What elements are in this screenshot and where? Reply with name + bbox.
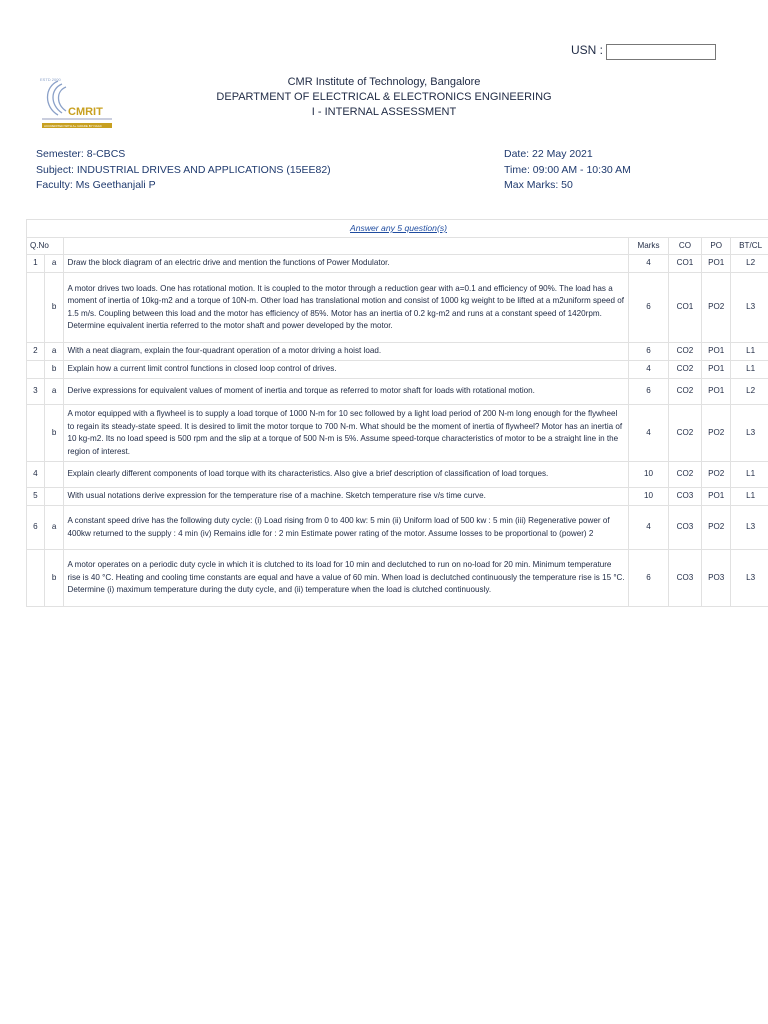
- question-co: CO1: [668, 273, 701, 343]
- assessment-title: I - INTERNAL ASSESSMENT: [311, 106, 457, 118]
- question-co: CO2: [668, 343, 701, 361]
- question-part: a: [44, 506, 64, 550]
- question-number: 5: [27, 488, 45, 506]
- question-marks: 4: [629, 361, 669, 379]
- question-po: PO1: [702, 488, 731, 506]
- time-text: Time: 09:00 AM - 10:30 AM: [504, 164, 631, 176]
- question-number: 4: [27, 462, 45, 488]
- question-part: a: [44, 255, 64, 273]
- instruction-text: Answer any 5 question(s): [27, 220, 768, 238]
- question-marks: 6: [629, 343, 669, 361]
- qno-header: Q.No: [27, 237, 64, 255]
- question-po: PO3: [702, 550, 731, 607]
- question-row: [27, 273, 768, 343]
- question-row: [27, 462, 768, 488]
- question-number: 2: [27, 343, 45, 361]
- question-row: [27, 361, 768, 379]
- date-text: Date: 22 May 2021: [504, 148, 593, 160]
- question-po: PO2: [702, 273, 731, 343]
- question-row: [27, 405, 768, 462]
- subject-text: Subject: INDUSTRIAL DRIVES AND APPLICATIONS (15EE82): [36, 164, 331, 176]
- question-number: 3: [27, 379, 45, 405]
- btcl-header: BT/CL: [731, 237, 768, 255]
- question-btcl: L2: [731, 255, 768, 273]
- co-header: CO: [668, 237, 701, 255]
- usn-input[interactable]: [606, 44, 716, 60]
- question-btcl: L1: [731, 343, 768, 361]
- usn-label: USN :: [571, 43, 604, 57]
- instruction-row: [27, 220, 768, 238]
- question-part: b: [44, 550, 64, 607]
- question-row: [27, 506, 768, 550]
- question-part: b: [44, 273, 64, 343]
- question-marks: 4: [629, 506, 669, 550]
- question-number: [27, 361, 45, 379]
- institute-name: CMR Institute of Technology, Bangalore: [287, 76, 481, 88]
- marks-header: Marks: [629, 237, 669, 255]
- question-text: A motor operates on a periodic duty cycle in which it is clutched to its load for 10 min and declutched to run on no-load for 20 min. Minimum temperature rise is 40 °C. Heating and cooling time constants are equal and have a value of 60 min. When load is declutched continuously the temperature rise is 15 °C. Determine (i) maximum temperature during the duty cycle, and (ii) temperature when the load is clutched continuously.: [64, 550, 629, 607]
- question-number: 1: [27, 255, 45, 273]
- question-marks: 4: [629, 255, 669, 273]
- semester-text: Semester: 8-CBCS: [36, 148, 126, 160]
- question-text: With usual notations derive expression for the temperature rise of a machine. Sketch temperature rise v/s time curve.: [64, 488, 629, 506]
- question-number: [27, 273, 45, 343]
- question-co: CO2: [668, 361, 701, 379]
- question-text: Explain how a current limit control functions in closed loop control of drives.: [64, 361, 629, 379]
- question-part: a: [44, 379, 64, 405]
- max-marks-text: Max Marks: 50: [504, 179, 573, 191]
- question-number: [27, 405, 45, 462]
- question-po: PO1: [702, 343, 731, 361]
- question-btcl: L1: [731, 462, 768, 488]
- question-co: CO1: [668, 255, 701, 273]
- question-text: A motor equipped with a flywheel is to supply a load torque of 1000 N-m for 10 sec followed by a light load period of 200 N-m long enough for the flywheel to regain its steady-state speed. It is desired to limit the motor torque to 700 N-m. What should be the moment of inertia of flywheel? Motor has an inertia of 10 kg-m2. Its no load speed is 500 rpm and the slip at a torque of 500 N-m is 5%. Assume speed-torque characteristics of motor to be a straight line in the region of interest.: [64, 405, 629, 462]
- question-po: PO2: [702, 506, 731, 550]
- svg-text:CMRIT: CMRIT: [68, 106, 103, 118]
- question-co: CO2: [668, 405, 701, 462]
- question-part: [44, 462, 64, 488]
- question-number: [27, 550, 45, 607]
- question-po: PO2: [702, 462, 731, 488]
- header-row: [27, 237, 768, 255]
- question-co: CO3: [668, 550, 701, 607]
- question-marks: 10: [629, 488, 669, 506]
- question-text: With a neat diagram, explain the four-quadrant operation of a motor driving a hoist load.: [64, 343, 629, 361]
- question-co: CO3: [668, 506, 701, 550]
- question-row: [27, 343, 768, 361]
- question-row: [27, 550, 768, 607]
- question-part: b: [44, 361, 64, 379]
- question-marks: 6: [629, 379, 669, 405]
- question-po: PO1: [702, 379, 731, 405]
- question-marks: 10: [629, 462, 669, 488]
- po-header: PO: [702, 237, 731, 255]
- question-table: [26, 219, 768, 607]
- question-marks: 4: [629, 405, 669, 462]
- question-btcl: L1: [731, 361, 768, 379]
- question-co: CO3: [668, 488, 701, 506]
- question-btcl: L1: [731, 488, 768, 506]
- question-btcl: L3: [731, 405, 768, 462]
- question-text: Draw the block diagram of an electric drive and mention the functions of Power Modulator.: [64, 255, 629, 273]
- question-number: 6: [27, 506, 45, 550]
- question-po: PO2: [702, 405, 731, 462]
- svg-text:ACCREDITED WITH A+ GRADE BY NA: ACCREDITED WITH A+ GRADE BY NAAC: [44, 124, 102, 128]
- question-text: Explain clearly different components of load torque with its characteristics. Also give a brief description of classification of load torques.: [64, 462, 629, 488]
- question-btcl: L3: [731, 273, 768, 343]
- question-po: PO1: [702, 361, 731, 379]
- question-co: CO2: [668, 462, 701, 488]
- question-row: [27, 379, 768, 405]
- question-text: Derive expressions for equivalent values of moment of inertia and torque as referred to motor shaft for loads with rotational motion.: [64, 379, 629, 405]
- question-btcl: L2: [731, 379, 768, 405]
- question-po: PO1: [702, 255, 731, 273]
- question-header: [64, 237, 629, 255]
- question-btcl: L3: [731, 550, 768, 607]
- question-co: CO2: [668, 379, 701, 405]
- svg-text:ESTD 2000: ESTD 2000: [40, 77, 61, 82]
- question-part: [44, 488, 64, 506]
- question-text: A motor drives two loads. One has rotational motion. It is coupled to the motor through a reduction gear with a=0.1 and efficiency of 90%. The load has a moment of inertia of 10kg-m2 and a torque of 10N-m. Other load has translational motion and consist of 1000 kg weight to be lifted at a m2uniform speed of 1.5 m/s. Coupling between this load and the motor has efficiency of 85%. Motor has an inertia of 0.2 kg-m2 and runs at a constant speed of 1420rpm. Determine equivalent inertia referred to the motor shaft and power developed by the motor.: [64, 273, 629, 343]
- department-name: DEPARTMENT OF ELECTRICAL & ELECTRONICS ENGINEERING: [216, 91, 552, 103]
- question-part: a: [44, 343, 64, 361]
- question-part: b: [44, 405, 64, 462]
- question-marks: 6: [629, 550, 669, 607]
- question-marks: 6: [629, 273, 669, 343]
- question-row: [27, 255, 768, 273]
- question-row: [27, 488, 768, 506]
- question-text: A constant speed drive has the following duty cycle: (i) Load rising from 0 to 400 kw: 5 min (ii) Uniform load of 500 kw : 5 min (iii) Regenerative power of 400kw returned to the supply : 4 min (iv) Remains idle for : 2 min Estimate power rating of the motor. Assume losses to be proportional to (power) 2: [64, 506, 629, 550]
- faculty-text: Faculty: Ms Geethanjali P: [36, 179, 156, 191]
- question-btcl: L3: [731, 506, 768, 550]
